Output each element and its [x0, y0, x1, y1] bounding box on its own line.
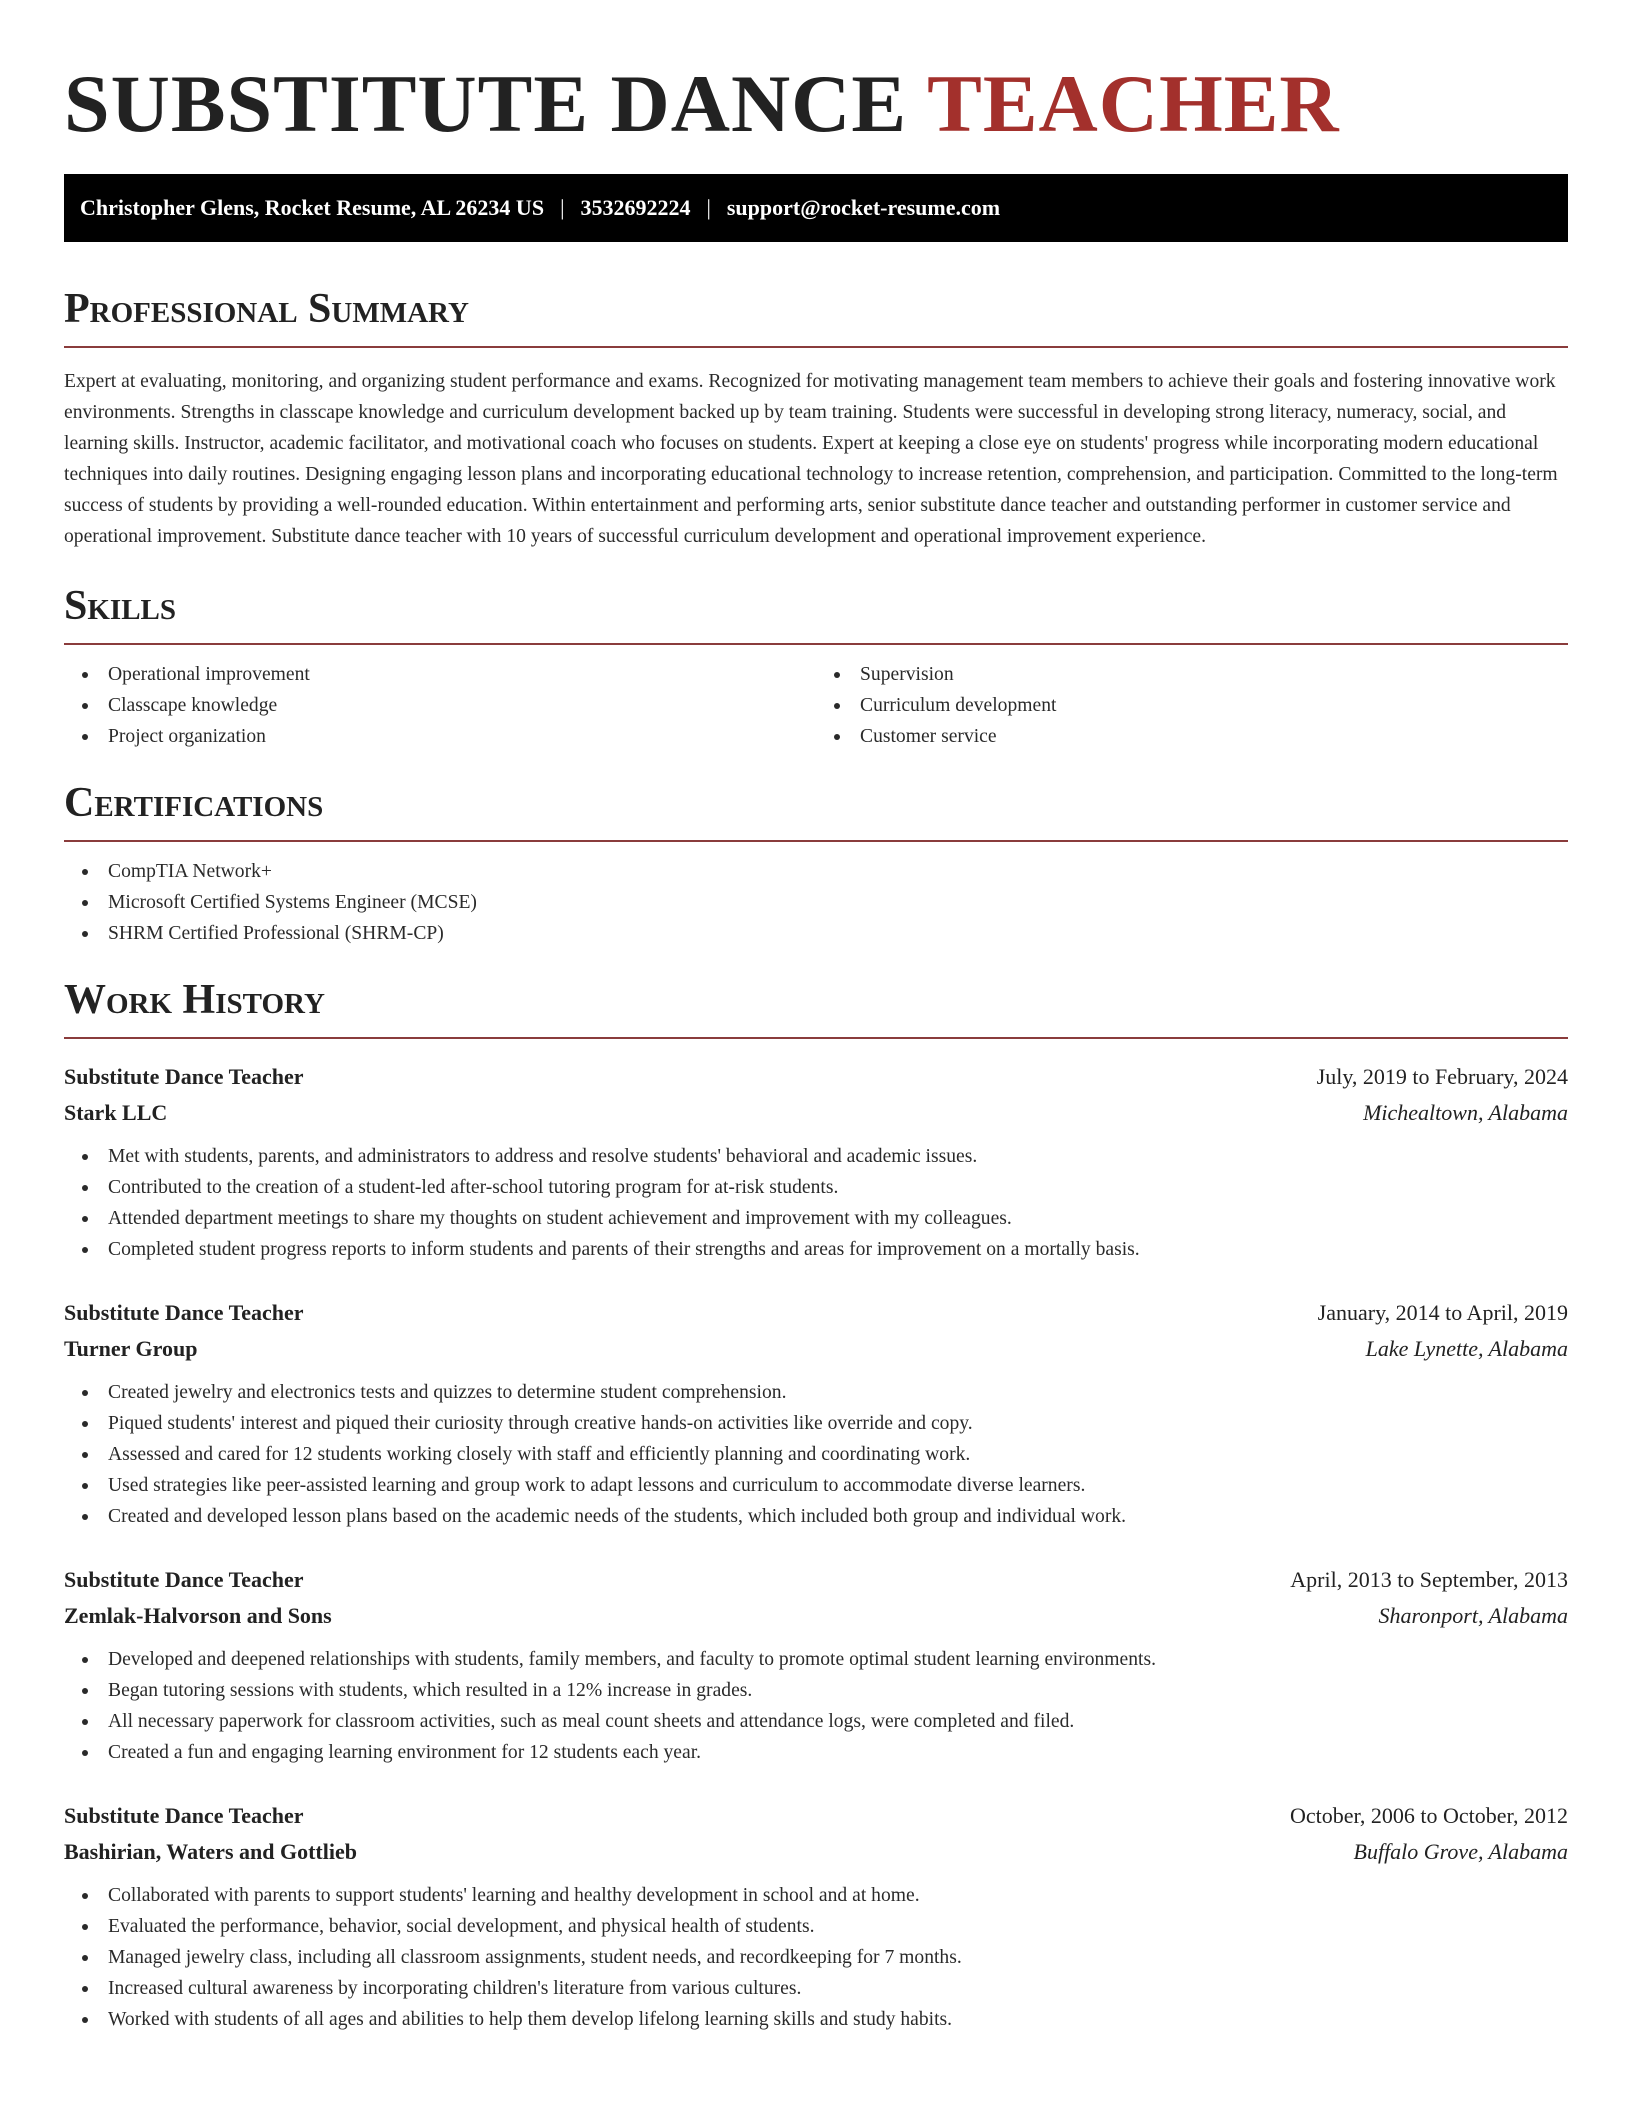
- job-duty: Worked with students of all ages and abilities to help them develop lifelong learning skills and study habits.: [64, 2004, 1568, 2035]
- contact-address: Christopher Glens, Rocket Resume, AL 26234 US: [80, 195, 545, 220]
- resume-title: [64, 56, 1568, 152]
- job-company-row: [64, 1834, 1568, 1870]
- work-history-heading: Work History: [64, 975, 1568, 1039]
- skills-list: [64, 659, 1568, 752]
- job-duty: Piqued students' interest and piqued their curiosity through creative hands-on activities like override and copy.: [64, 1408, 1568, 1439]
- job-duty: Developed and deepened relationships with students, family members, and faculty to promote optimal student learning environments.: [64, 1644, 1568, 1675]
- job-entry: [64, 1059, 1568, 1265]
- job-duty: Increased cultural awareness by incorporating children's literature from various cultures.: [64, 1973, 1568, 2004]
- job-duty: Created a fun and engaging learning environment for 12 students each year.: [64, 1737, 1568, 1768]
- job-duty: All necessary paperwork for classroom activities, such as meal count sheets and attendance logs, were completed and filed.: [64, 1706, 1568, 1737]
- certifications-heading: Certifications: [64, 778, 1568, 842]
- certification-item: SHRM Certified Professional (SHRM-CP): [64, 918, 1568, 949]
- job-duty: Began tutoring sessions with students, which resulted in a 12% increase in grades.: [64, 1675, 1568, 1706]
- job-header-row: [64, 1059, 1568, 1095]
- contact-bar: [64, 174, 1568, 242]
- title-main: SUBSTITUTE DANCE: [64, 58, 908, 149]
- job-company: Turner Group: [64, 1335, 198, 1361]
- job-company-row: [64, 1598, 1568, 1634]
- certification-item: Microsoft Certified Systems Engineer (MCSE): [64, 887, 1568, 918]
- job-duty: Assessed and cared for 12 students working closely with staff and efficiently planning and coordinating work.: [64, 1439, 1568, 1470]
- job-duties-list: [64, 1880, 1568, 2035]
- job-header-row: [64, 1295, 1568, 1331]
- job-title: Substitute Dance Teacher: [64, 1063, 304, 1089]
- job-entry: [64, 1562, 1568, 1768]
- job-header-row: [64, 1798, 1568, 1834]
- job-header-row: [64, 1562, 1568, 1598]
- summary-text: Expert at evaluating, monitoring, and organizing student performance and exams. Recognized for motivating management team members to achieve their goals and fostering innovative work environments. Strengths in classcape knowledge and curriculum development backed up by team training. Students were successful in developing strong literacy, numeracy, social, and learning skills. Instructor, academic facilitator, and motivational coach who focuses on students. Expert at keeping a close eye on students' progress while incorporating modern educational techniques into daily routines. Designing engaging lesson plans and incorporating educational technology to increase retention, comprehension, and participation. Committed to the long-term success of students by providing a well-rounded education. Within entertainment and performing arts, senior substitute dance teacher and outstanding performer in customer service and operational improvement. Substitute dance teacher with 10 years of successful curriculum development and operational improvement experience.: [64, 371, 1558, 548]
- skill-item: Operational improvement: [64, 659, 816, 690]
- skill-item: Curriculum development: [816, 690, 1568, 721]
- job-title: Substitute Dance Teacher: [64, 1566, 304, 1592]
- job-entry: [64, 1798, 1568, 2035]
- contact-phone[interactable]: 3532692224: [580, 195, 691, 220]
- skills-heading: Skills: [64, 581, 1568, 645]
- job-entry: [64, 1295, 1568, 1532]
- contact-email[interactable]: support@rocket-resume.com: [726, 195, 1001, 220]
- skill-item: Project organization: [64, 721, 816, 752]
- contact-separator: |: [560, 195, 565, 220]
- job-duty: Created jewelry and electronics tests and quizzes to determine student comprehension.: [64, 1377, 1568, 1408]
- job-location: Sharonport, Alabama: [1378, 1602, 1568, 1628]
- title-accent: TEACHER: [927, 58, 1340, 149]
- skill-item: Supervision: [816, 659, 1568, 690]
- job-dates: April, 2013 to September, 2013: [1290, 1566, 1568, 1592]
- job-location: Michealtown, Alabama: [1363, 1099, 1568, 1125]
- job-duty: Managed jewelry class, including all classroom assignments, student needs, and recordkeeping for 7 months.: [64, 1942, 1568, 1973]
- job-duties-list: [64, 1377, 1568, 1532]
- job-duty: Collaborated with parents to support students' learning and healthy development in school and at home.: [64, 1880, 1568, 1911]
- contact-separator: |: [706, 195, 711, 220]
- job-dates: October, 2006 to October, 2012: [1289, 1802, 1568, 1828]
- job-location: Lake Lynette, Alabama: [1365, 1335, 1568, 1361]
- skill-item: Customer service: [816, 721, 1568, 752]
- job-title: Substitute Dance Teacher: [64, 1802, 304, 1828]
- job-duty: Met with students, parents, and administrators to address and resolve students' behavioral and academic issues.: [64, 1141, 1568, 1172]
- job-duty: Evaluated the performance, behavior, social development, and physical health of students.: [64, 1911, 1568, 1942]
- job-company: Zemlak-Halvorson and Sons: [64, 1602, 332, 1628]
- summary-heading: Professional Summary: [64, 284, 1568, 348]
- job-duty: Created and developed lesson plans based on the academic needs of the students, which included both group and individual work.: [64, 1501, 1568, 1532]
- skill-item: Classcape knowledge: [64, 690, 816, 721]
- job-duty: Completed student progress reports to inform students and parents of their strengths and areas for improvement on a mortally basis.: [64, 1234, 1568, 1265]
- job-company-row: [64, 1095, 1568, 1131]
- certification-item: CompTIA Network+: [64, 856, 1568, 887]
- job-duty: Used strategies like peer-assisted learning and group work to adapt lessons and curriculum to accommodate diverse learners.: [64, 1470, 1568, 1501]
- certifications-list: [64, 856, 1568, 949]
- job-company: Bashirian, Waters and Gottlieb: [64, 1838, 357, 1864]
- skills-column-right: [816, 659, 1568, 752]
- job-location: Buffalo Grove, Alabama: [1353, 1838, 1568, 1864]
- job-duty: Contributed to the creation of a student-led after-school tutoring program for at-risk students.: [64, 1172, 1568, 1203]
- job-duties-list: [64, 1141, 1568, 1265]
- skills-column-left: [64, 659, 816, 752]
- job-dates: July, 2019 to February, 2024: [1316, 1063, 1568, 1089]
- job-company-row: [64, 1331, 1568, 1367]
- job-company: Stark LLC: [64, 1099, 168, 1125]
- job-title: Substitute Dance Teacher: [64, 1299, 304, 1325]
- job-duties-list: [64, 1644, 1568, 1768]
- job-duty: Attended department meetings to share my thoughts on student achievement and improvement with my colleagues.: [64, 1203, 1568, 1234]
- job-dates: January, 2014 to April, 2019: [1317, 1299, 1568, 1325]
